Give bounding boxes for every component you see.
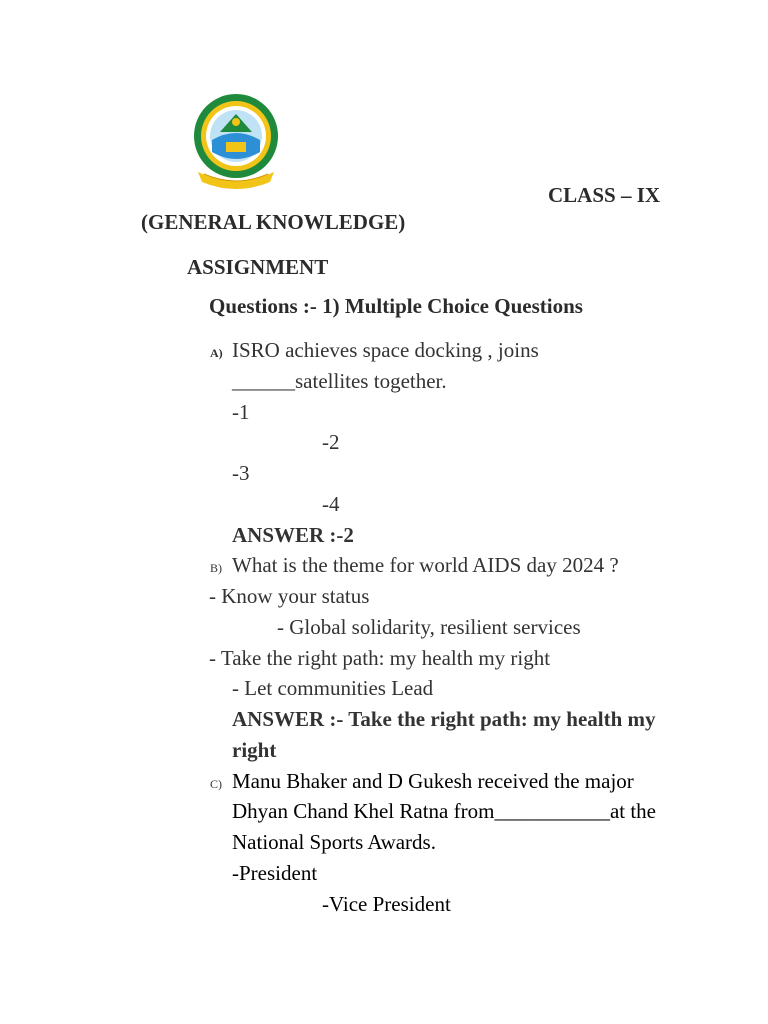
question-b-answer-line2: right (232, 738, 277, 762)
question-c-line3: National Sports Awards. (232, 830, 436, 854)
question-c-line1: Manu Bhaker and D Gukesh received the major (232, 769, 634, 793)
question-a-option-2: -2 (322, 430, 340, 454)
question-c-option-2: -Vice President (322, 892, 451, 916)
question-b-option-3: - Take the right path: my health my right (209, 646, 551, 670)
question-c-line2: Dhyan Chand Khel Ratna from___________at the (232, 799, 656, 823)
question-b-option-2: - Global solidarity, resilient services (277, 615, 581, 639)
question-c-option-1: -President (232, 861, 318, 885)
question-a-line1: ISRO achieves space docking , joins (232, 338, 539, 362)
question-c-marker: C) (210, 777, 222, 791)
question-a-option-1: -1 (232, 400, 250, 424)
question-a-answer: ANSWER :-2 (232, 523, 354, 547)
question-a-option-4: -4 (322, 492, 340, 516)
questions-title: Questions :- 1) Multiple Choice Questions (209, 294, 583, 318)
question-b-line1: What is the theme for world AIDS day 2024 ? (232, 553, 619, 577)
class-label: CLASS – IX (548, 183, 661, 207)
school-logo-icon (190, 92, 282, 192)
question-b-answer-line1: ANSWER :- Take the right path: my health my (232, 707, 656, 731)
question-b-marker: B) (210, 561, 222, 575)
question-a-option-3: -3 (232, 461, 250, 485)
question-a-line2: ______satellites together. (232, 369, 447, 393)
assignment-heading: ASSIGNMENT (187, 255, 329, 279)
question-a-marker: A) (210, 346, 223, 360)
question-b-option-1: - Know your status (209, 584, 370, 608)
question-b-option-4: - Let communities Lead (232, 676, 434, 700)
subject-title: (GENERAL KNOWLEDGE) (141, 210, 406, 234)
